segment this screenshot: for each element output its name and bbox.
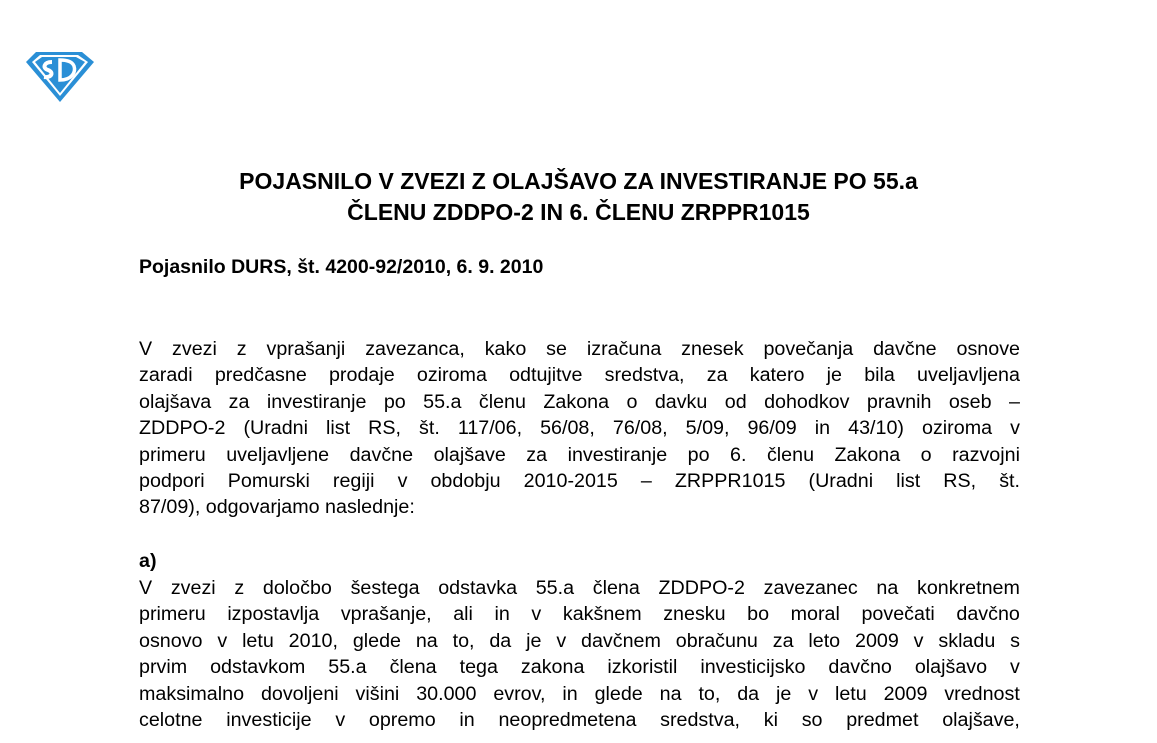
paragraph-2 xyxy=(139,575,1020,733)
paragraph-line: V zvezi z vprašanji zavezanca, kako se izračuna znesek povečanja davčne osnove xyxy=(139,338,1020,360)
paragraph-line: primeru uveljavljene davčne olajšave za investiranje po 6. členu Zakona o razvojni xyxy=(139,443,1020,466)
sd-logo xyxy=(22,50,96,104)
document-title xyxy=(120,166,1037,228)
paragraph-line: primeru izpostavlja vprašanje, ali in v kakšnem znesku bo moral povečati davčno xyxy=(139,603,1020,626)
paragraph-line: zaradi predčasne prodaje oziroma odtujitve sredstva, za katero je bila uveljavljena xyxy=(139,364,1020,387)
document-subtitle: Pojasnilo DURS, št. 4200-92/2010, 6. 9. 2010 xyxy=(139,256,544,278)
paragraph-line: podpori Pomurski regiji v obdobju 2010-2015 – ZRPPR1015 (Uradni list RS, št. xyxy=(139,470,1020,493)
title-line-2: ČLENU ZDDPO-2 IN 6. ČLENU ZRPPR1015 xyxy=(347,199,810,225)
section-label: a) xyxy=(139,550,157,572)
paragraph-line: celotne investicije v opremo in neopredmetena sredstva, ki so predmet olajšave, xyxy=(139,709,1020,732)
paragraph-line: V zvezi z določbo šestega odstavka 55.a člena ZDDPO-2 zavezanec na konkretnem xyxy=(139,577,1020,599)
paragraph-line: olajšava za investiranje po 55.a členu Zakona o davku od dohodkov pravnih oseb – xyxy=(139,390,1020,413)
paragraph-1 xyxy=(139,336,1020,521)
paragraph-line: 87/09), odgovarjamo naslednje: xyxy=(139,496,415,519)
paragraph-line: ZDDPO-2 (Uradni list RS, št. 117/06, 56/08, 76/08, 5/09, 96/09 in 43/10) oziroma v xyxy=(139,417,1020,440)
paragraph-line: osnovo v letu 2010, glede na to, da je v davčnem obračunu za leto 2009 v skladu s xyxy=(139,629,1020,652)
title-line-1: POJASNILO V ZVEZI Z OLAJŠAVO ZA INVESTIRANJE PO 55.a xyxy=(239,168,918,194)
paragraph-line: maksimalno dovoljeni višini 30.000 evrov, in glede na to, da je v letu 2009 vrednost xyxy=(139,682,1020,705)
paragraph-line: prvim odstavkom 55.a člena tega zakona izkoristil investicijsko davčno olajšavo v xyxy=(139,656,1020,679)
